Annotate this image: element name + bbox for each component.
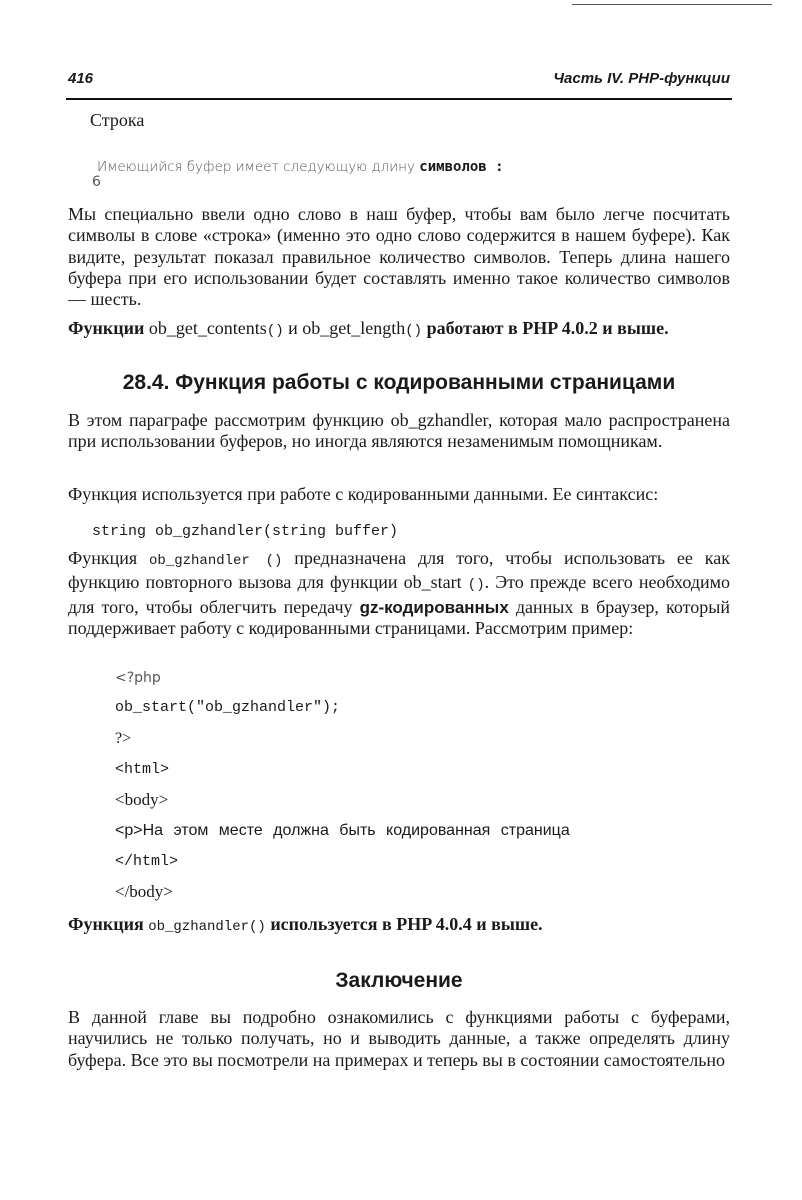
conclusion-heading: Заключение <box>335 969 463 992</box>
note-ob-get-functions <box>68 318 730 342</box>
header-rule <box>66 98 732 100</box>
desc-mid1: предназначена для того, чтобы использовать ее как функцию повторного вызова для функции ob_start <box>68 548 730 593</box>
desc-mid2: . Это прежде всего необходимо для того, чтобы облегчить передачу <box>68 572 730 617</box>
paragraph-explanation: Мы специально ввели одно слово в наш буфер, чтобы вам было легче посчитать символы в слове «строка» (именно это одно слово содержится в нашем буфере). Как видите, результат показал правильное количество символов. Теперь длина нашего буфера при его использовании будет составлять именно такое количество символов — шесть. <box>68 204 730 310</box>
note-word: Функции <box>68 318 145 338</box>
fn-ob-get-length: ob_get_length <box>302 318 406 338</box>
fn-ob-get-contents: ob_get_contents <box>148 318 267 338</box>
note-tail: работают в PHP 4.0.2 и выше. <box>426 318 669 338</box>
page-number: 416 <box>68 70 94 87</box>
paren: () <box>266 323 284 339</box>
code-line-6: <p>На этом месте должна быть кодированная страница <box>115 822 570 839</box>
page-header <box>68 70 730 96</box>
code-line-1: <?php <box>115 670 161 686</box>
output-line-2 <box>90 143 504 176</box>
output-text: Имеющийся буфер имеет следующую длину <box>97 159 420 175</box>
output-bold: символов : <box>419 159 504 175</box>
code-line-8: </body> <box>115 882 173 901</box>
paren: () <box>405 323 423 339</box>
desc-paren: () <box>467 577 485 594</box>
desc-pre: Функция <box>68 548 150 568</box>
note-ob-gzhandler <box>68 914 730 938</box>
output-line-1: Строка <box>90 110 145 130</box>
paragraph-intro: В этом параграфе рассмотрим функцию ob_gzhandler, которая мало распространена при использовании буферов, но иногда являются незаменимым помощникам. <box>68 410 730 452</box>
section-heading: 28.4. Функция работы с кодированными страницами <box>122 371 676 394</box>
desc-function: ob_gzhandler () <box>149 553 283 569</box>
desc-post: данных в браузер, который поддерживает работу с кодированными страницами. Рассмотрим пример: <box>68 596 730 638</box>
code-line-4: <html> <box>115 761 170 778</box>
note-tail: используется в PHP 4.0.4 и выше. <box>270 914 543 934</box>
code-line-3: ?> <box>115 730 132 747</box>
paragraph-syntax-intro: Функция используется при работе с кодированными данными. Ее синтаксис: <box>68 484 659 504</box>
note-and: и <box>288 318 298 338</box>
code-line-7: </html> <box>115 853 179 870</box>
scan-edge-line <box>572 4 772 5</box>
fn-ob-gzhandler: ob_gzhandler() <box>148 919 266 935</box>
code-line-5: <body> <box>115 790 169 809</box>
paragraph-description <box>68 548 730 639</box>
desc-bold: gz-кодированных <box>359 597 509 617</box>
code-line-2: ob_start("ob_gzhandler"); <box>115 699 341 716</box>
note-word: Функция <box>68 914 144 934</box>
output-line-3: 6 <box>92 174 101 190</box>
syntax-line: string ob_gzhandler(string buffer) <box>92 523 399 540</box>
part-title: Часть IV. PHP-функции <box>553 70 730 87</box>
paragraph-conclusion: В данной главе вы подробно ознакомились с функциями работы с буферами, научились не только получать, но и выводить данные, а также определять длину буфера. Все это вы посмотрели на примерах и теперь вы в состоянии самостоятельно <box>68 1007 730 1070</box>
